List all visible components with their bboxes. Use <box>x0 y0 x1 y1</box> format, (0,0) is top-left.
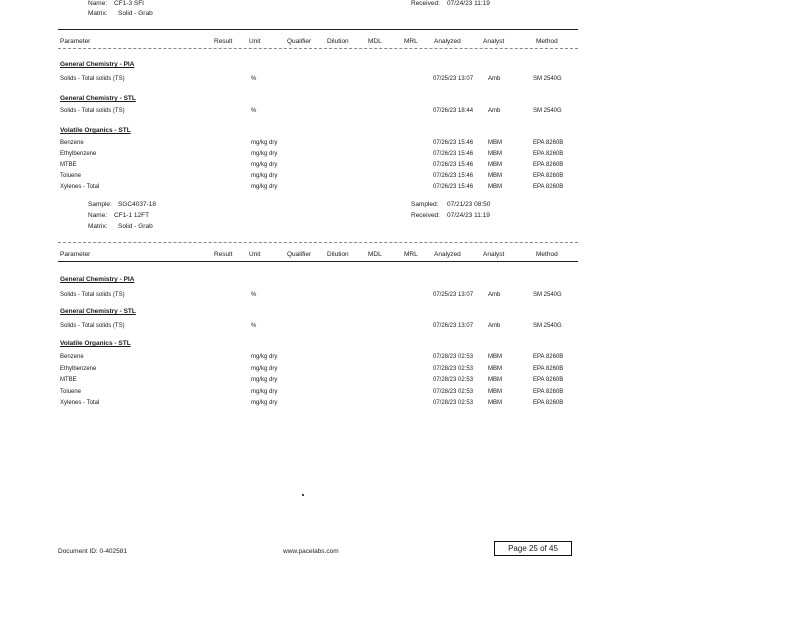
name-label: Name: <box>88 0 108 7</box>
col-parameter: Parameter <box>60 251 91 258</box>
col-qualifier: Qualifier <box>287 38 312 45</box>
cell-parameter: Ethylbenzene <box>60 151 97 157</box>
cell-parameter: Solids - Total solids (TS) <box>60 76 125 82</box>
cell-analyzed: 07/28/23 02:53 <box>433 400 474 406</box>
sampled-label: Sampled: <box>411 201 439 208</box>
cell-unit: mg/kg dry <box>251 184 278 190</box>
cell-method: SM 2540G <box>533 323 562 329</box>
cell-method: EPA 8260B <box>533 184 564 190</box>
cell-method: EPA 8260B <box>533 162 564 168</box>
name-value: CF1-1 12FT <box>114 212 150 219</box>
header-underline <box>58 48 578 49</box>
cell-analyzed: 07/26/23 15:46 <box>433 151 474 157</box>
cell-method: EPA 8260B <box>533 140 564 146</box>
sampled-value: 07/21/23 08:50 <box>447 201 491 208</box>
cell-unit: mg/kg dry <box>251 173 278 179</box>
cell-analyst: MBM <box>488 389 502 395</box>
sample-label: Sample: <box>88 201 112 208</box>
received-label: Received: <box>411 212 440 219</box>
cell-method: SM 2540G <box>533 108 562 114</box>
matrix-value: Solid - Grab <box>118 10 153 17</box>
cell-analyzed: 07/26/23 15:46 <box>433 173 474 179</box>
cell-unit: mg/kg dry <box>251 377 278 383</box>
cell-analyst: MBM <box>488 366 502 372</box>
cell-method: EPA 8260B <box>533 366 564 372</box>
cell-unit: % <box>251 323 257 329</box>
cell-method: SM 2540G <box>533 76 562 82</box>
col-mrl: MRL <box>404 38 418 45</box>
sample-value: SGC4037-18 <box>118 201 156 208</box>
cell-unit: mg/kg dry <box>251 354 278 360</box>
cell-analyzed: 07/26/23 15:46 <box>433 184 474 190</box>
cell-analyst: MBM <box>488 140 502 146</box>
col-mrl: MRL <box>404 251 418 258</box>
cell-analyzed: 07/28/23 02:53 <box>433 354 474 360</box>
cell-analyst: MBM <box>488 151 502 157</box>
cell-analyst: MBM <box>488 377 502 383</box>
cell-analyzed: 07/28/23 02:53 <box>433 366 474 372</box>
col-analyzed: Analyzed <box>434 38 461 45</box>
col-qualifier: Qualifier <box>287 251 312 258</box>
cell-analyzed: 07/25/23 13:07 <box>433 76 474 82</box>
cell-method: SM 2540G <box>533 292 562 298</box>
cell-analyst: MBM <box>488 354 502 360</box>
cell-analyzed: 07/28/23 02:53 <box>433 389 474 395</box>
cell-parameter: Solids - Total solids (TS) <box>60 292 125 298</box>
cell-analyzed: 07/26/23 15:46 <box>433 140 474 146</box>
speck <box>302 494 304 496</box>
col-mdl: MDL <box>368 251 382 258</box>
col-dilution: Dilution <box>327 38 349 45</box>
cell-method: EPA 8260B <box>533 173 564 179</box>
col-analyst: Analyst <box>483 251 505 258</box>
col-method: Method <box>536 251 558 258</box>
cell-parameter: MTBE <box>60 162 77 168</box>
cell-analyzed: 07/26/23 18:44 <box>433 108 474 114</box>
cell-analyst: MBM <box>488 173 502 179</box>
cell-unit: mg/kg dry <box>251 162 278 168</box>
section-title: General Chemistry - PIA <box>60 61 135 68</box>
cell-parameter: Solids - Total solids (TS) <box>60 323 125 329</box>
cell-parameter: Xylenes - Total <box>60 400 100 406</box>
page-number: Page 25 of 45 <box>494 541 572 556</box>
cell-method: EPA 8260B <box>533 400 564 406</box>
section-title: General Chemistry - STL <box>60 95 136 102</box>
col-analyzed: Analyzed <box>434 251 461 258</box>
cell-method: EPA 8260B <box>533 389 564 395</box>
header-underline <box>58 261 578 262</box>
cell-analyzed: 07/25/23 13:07 <box>433 292 474 298</box>
matrix-value: Solid - Grab <box>118 223 153 230</box>
received-value: 07/24/23 11:19 <box>447 212 490 219</box>
col-unit: Unit <box>249 38 261 45</box>
cell-analyst: Amb <box>488 292 501 298</box>
name-label: Name: <box>88 212 108 219</box>
cell-analyzed: 07/26/23 15:46 <box>433 162 474 168</box>
section-title: Volatile Organics - STL <box>60 340 131 347</box>
website-link[interactable]: www.pacelabs.com <box>283 548 339 555</box>
cell-parameter: Benzene <box>60 354 84 360</box>
matrix-label: Matrix: <box>88 223 108 230</box>
cell-analyst: MBM <box>488 184 502 190</box>
cell-analyst: Amb <box>488 76 501 82</box>
col-analyst: Analyst <box>483 38 505 45</box>
cell-unit: mg/kg dry <box>251 389 278 395</box>
section-title: General Chemistry - PIA <box>60 276 135 283</box>
cell-unit: % <box>251 108 257 114</box>
cell-analyst: Amb <box>488 323 501 329</box>
col-unit: Unit <box>249 251 261 258</box>
cell-method: EPA 8260B <box>533 151 564 157</box>
cell-method: EPA 8260B <box>533 354 564 360</box>
col-mdl: MDL <box>368 38 382 45</box>
col-parameter: Parameter <box>60 38 91 45</box>
cell-unit: % <box>251 292 257 298</box>
cell-parameter: Ethylbenzene <box>60 366 97 372</box>
received-label: Received: <box>411 0 440 7</box>
cell-unit: % <box>251 76 257 82</box>
header-rule <box>58 242 578 243</box>
cell-analyst: MBM <box>488 162 502 168</box>
cell-unit: mg/kg dry <box>251 366 278 372</box>
cell-analyst: MBM <box>488 400 502 406</box>
cell-method: EPA 8260B <box>533 377 564 383</box>
cell-parameter: Xylenes - Total <box>60 184 100 190</box>
name-value: CF1-3 SFI <box>114 0 144 7</box>
cell-analyzed: 07/26/23 13:07 <box>433 323 474 329</box>
cell-unit: mg/kg dry <box>251 151 278 157</box>
cell-analyzed: 07/28/23 02:53 <box>433 377 474 383</box>
cell-parameter: Toluene <box>60 389 82 395</box>
col-dilution: Dilution <box>327 251 349 258</box>
document-id: Document ID: 0-402581 <box>58 548 128 555</box>
matrix-label: Matrix: <box>88 10 108 17</box>
section-title: Volatile Organics - STL <box>60 127 131 134</box>
cell-parameter: Toluene <box>60 173 82 179</box>
cell-analyst: Amb <box>488 108 501 114</box>
cell-parameter: MTBE <box>60 377 77 383</box>
header-rule <box>58 29 578 30</box>
col-result: Result <box>214 251 233 258</box>
cell-unit: mg/kg dry <box>251 400 278 406</box>
cell-parameter: Solids - Total solids (TS) <box>60 108 125 114</box>
cell-unit: mg/kg dry <box>251 140 278 146</box>
col-result: Result <box>214 38 233 45</box>
received-value: 07/24/23 11:19 <box>447 0 490 7</box>
col-method: Method <box>536 38 558 45</box>
section-title: General Chemistry - STL <box>60 308 136 315</box>
cell-parameter: Benzene <box>60 140 84 146</box>
